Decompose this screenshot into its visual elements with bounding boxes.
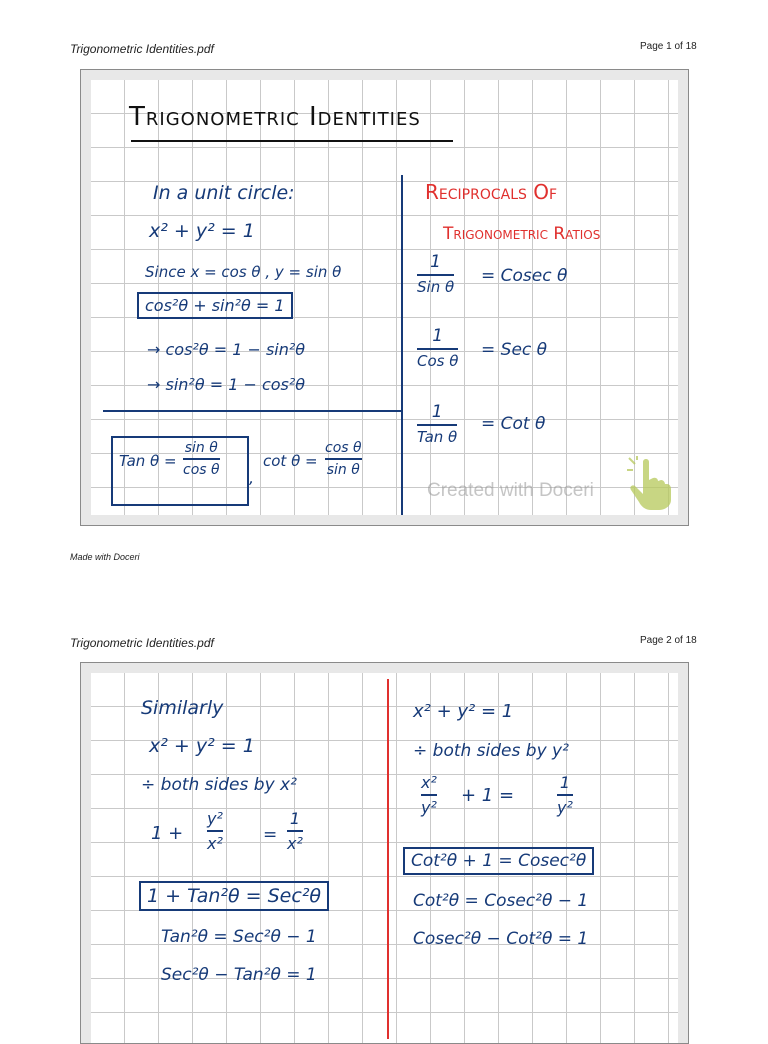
- intro-text: In a unit circle:: [153, 182, 295, 204]
- cosec-result: = Cosec θ: [481, 266, 568, 286]
- cot-denominator: sin θ: [326, 462, 360, 478]
- cot-numerator: cos θ: [325, 440, 362, 456]
- trig-ratios-heading: Trigonometric Ratios: [443, 224, 601, 244]
- similarly-heading: Similarly: [141, 697, 224, 719]
- doceri-watermark: Created with Doceri: [427, 480, 594, 501]
- page1-divider-horizontal: [103, 410, 403, 412]
- cot-fraction-bar: [325, 458, 362, 460]
- plus-one-equals: + 1 =: [461, 785, 515, 806]
- x2-over-y2-numerator: x²: [421, 773, 437, 792]
- page2-number: Page 2 of 18: [640, 635, 697, 646]
- cot-label: cot θ =: [263, 452, 318, 470]
- tan-numerator: sin θ: [184, 440, 218, 456]
- tan-sec-identity-box: 1 + Tan²θ = Sec²θ: [139, 881, 329, 911]
- reciprocal-sin-bar: [417, 274, 454, 276]
- reciprocal-sin-denominator: Sin θ: [417, 278, 455, 296]
- page1-slide: [80, 69, 689, 526]
- reciprocal-cos-denominator: Cos θ: [417, 352, 459, 370]
- page1-divider-vertical: [401, 175, 403, 515]
- comma: ,: [249, 468, 255, 487]
- tan-denominator: cos θ: [183, 462, 220, 478]
- y2-over-x2-denominator: x²: [207, 834, 223, 853]
- sin-squared-rearranged: → sin²θ = 1 − cos²θ: [147, 375, 306, 394]
- cot-squared-rearranged: Cot²θ = Cosec²θ − 1: [413, 891, 589, 911]
- reciprocal-cos-fraction: [417, 326, 458, 370]
- one-over-y2-fraction: [557, 773, 573, 817]
- reciprocal-tan-denominator: Tan θ: [417, 428, 458, 446]
- reciprocals-heading: Reciprocals Of: [425, 180, 558, 204]
- y2-over-x2-bar: [207, 830, 223, 832]
- one-over-y2-bar: [557, 794, 573, 796]
- one-plus: 1 +: [151, 823, 184, 844]
- page2-right-unit-circle-eq: x² + y² = 1: [413, 701, 514, 722]
- one-over-y2-numerator: 1: [559, 773, 571, 792]
- one-over-x2-fraction: [287, 809, 303, 853]
- tan-squared-rearranged: Tan²θ = Sec²θ − 1: [161, 927, 317, 947]
- reciprocal-cos-numerator: 1: [432, 326, 444, 346]
- page2-divider-vertical: [387, 679, 389, 1039]
- page2-unit-circle-eq: x² + y² = 1: [149, 735, 255, 757]
- tan-definition-box: [111, 436, 249, 506]
- one-over-x2-bar: [287, 830, 303, 832]
- page2-filename: Trigonometric Identities.pdf: [70, 636, 214, 650]
- cot-cosec-identity-box: Cot²θ + 1 = Cosec²θ: [403, 847, 594, 875]
- y2-over-x2-fraction: [207, 809, 223, 853]
- doceri-hand-icon: [627, 456, 673, 512]
- reciprocal-tan-bar: [417, 424, 457, 426]
- x2-over-y2-bar: [421, 794, 437, 796]
- tan-label: Tan θ =: [119, 452, 177, 470]
- page2-grid-paper: [91, 673, 678, 1043]
- unit-circle-equation: x² + y² = 1: [149, 220, 255, 242]
- page1-filename: Trigonometric Identities.pdf: [70, 42, 214, 56]
- divide-by-x2: ÷ both sides by x²: [141, 775, 297, 795]
- cot-fraction: [325, 440, 362, 478]
- pythagorean-identity-box: cos²θ + sin²θ = 1: [137, 292, 293, 319]
- cosec-minus-cot: Cosec²θ − Cot²θ = 1: [413, 929, 589, 949]
- page1-title: Trigonometric Identities: [129, 102, 421, 132]
- reciprocal-cos-bar: [417, 348, 458, 350]
- reciprocal-sin-fraction: [417, 252, 454, 296]
- x2-over-y2-fraction: [421, 773, 437, 817]
- y2-over-x2-numerator: y²: [207, 809, 223, 828]
- tan-fraction-bar: [183, 458, 220, 460]
- sec-minus-tan: Sec²θ − Tan²θ = 1: [161, 965, 317, 985]
- page1-number: Page 1 of 18: [640, 41, 697, 52]
- one-over-y2-denominator: y²: [557, 798, 573, 817]
- page2-slide: [80, 662, 689, 1044]
- sec-result: = Sec θ: [481, 340, 548, 360]
- reciprocal-tan-numerator: 1: [431, 402, 443, 422]
- title-underline: [131, 140, 453, 142]
- equals-sign: =: [263, 825, 278, 845]
- page1-grid-paper: [91, 80, 678, 515]
- cot-result: = Cot θ: [481, 414, 546, 434]
- x2-over-y2-denominator: y²: [421, 798, 437, 817]
- since-line: Since x = cos θ , y = sin θ: [145, 263, 342, 281]
- one-over-x2-numerator: 1: [289, 809, 301, 828]
- reciprocal-tan-fraction: [417, 402, 457, 446]
- page1-footer: Made with Doceri: [70, 552, 140, 562]
- one-over-x2-denominator: x²: [287, 834, 303, 853]
- cos-squared-rearranged: → cos²θ = 1 − sin²θ: [147, 340, 306, 359]
- divide-by-y2: ÷ both sides by y²: [413, 741, 569, 761]
- tan-fraction: [183, 440, 220, 478]
- reciprocal-sin-numerator: 1: [430, 252, 441, 272]
